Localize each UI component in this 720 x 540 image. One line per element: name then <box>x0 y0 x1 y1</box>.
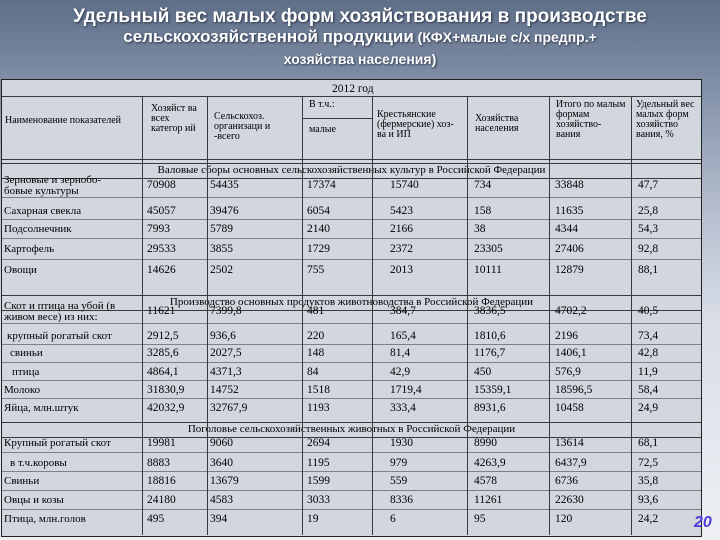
table-cell: 2372 <box>390 243 413 255</box>
header-name: Наименование показателей <box>5 115 122 126</box>
row-divider <box>2 380 701 381</box>
table-cell: 450 <box>474 366 492 378</box>
table-cell: 6 <box>390 513 396 525</box>
table-cell: 88,1 <box>638 264 659 276</box>
table-cell: 8883 <box>147 457 170 469</box>
row-name: Скот и птица на убой (в живом весе) из них: <box>4 300 116 323</box>
table-cell: 12879 <box>555 264 584 276</box>
table-cell: 27406 <box>555 243 584 255</box>
header-year: 2012 год <box>332 83 374 95</box>
table-cell: 2013 <box>390 264 413 276</box>
table-cell: 33848 <box>555 179 584 191</box>
table-cell: 32767,9 <box>210 402 248 414</box>
table-cell: 384,7 <box>390 305 416 317</box>
table-cell: 2912,5 <box>147 330 179 342</box>
table-cell: 8336 <box>390 494 413 506</box>
title-line-1: Удельный вес малых форм хозяйствования в производстве <box>73 6 647 27</box>
row-divider <box>2 259 701 260</box>
table-cell: 7399,8 <box>210 305 242 317</box>
table-cell: 84 <box>307 366 319 378</box>
slide-title <box>0 0 720 72</box>
table-cell: 394 <box>210 513 228 525</box>
row-name: Птица, млн.голов <box>4 513 86 525</box>
section-title: Валовые сборы основных сельскохозяйственных культур в Российской Федерации <box>157 164 546 176</box>
table-cell: 47,7 <box>638 179 659 191</box>
table-cell: 93,6 <box>638 494 659 506</box>
header-households: Хозяйства населения <box>475 113 519 134</box>
row-divider <box>2 219 701 220</box>
table-cell: 6437,9 <box>555 457 587 469</box>
row-divider <box>2 452 701 453</box>
table-cell: 1719,4 <box>390 384 422 396</box>
row-name: Свиньи <box>4 475 40 487</box>
row-name: в т.ч.коровы <box>10 457 67 469</box>
table-cell: 3285,6 <box>147 347 179 359</box>
table-cell: 4578 <box>474 475 497 487</box>
title-line-2-small: (КФХ+малые с/х предпр.+ <box>413 29 597 45</box>
header-all-farms: Хозяйст ва всех категор ий <box>151 103 197 134</box>
row-divider <box>2 509 701 510</box>
column-divider <box>142 97 143 535</box>
table-cell: 24,9 <box>638 402 659 414</box>
table-cell: 13614 <box>555 437 584 449</box>
row-name: Сахарная свекла <box>4 205 82 217</box>
row-name: Зерновые и зернобо- бовые культуры <box>4 174 102 197</box>
table-cell: 6736 <box>555 475 578 487</box>
table-cell: 95 <box>474 513 486 525</box>
table-cell: 17374 <box>307 179 336 191</box>
header-including: В т.ч.: <box>309 99 335 110</box>
header-kfh: Крестьянские (фермерские) хоз-ва и ИП <box>377 109 454 140</box>
data-table <box>1 79 702 537</box>
table-cell: 40,5 <box>638 305 659 317</box>
header-total-small: Итого по малым формам хозяйство- вания <box>556 99 626 140</box>
table-cell: 38 <box>474 223 486 235</box>
table-cell: 2140 <box>307 223 330 235</box>
table-cell: 481 <box>307 305 325 317</box>
table-cell: 73,4 <box>638 330 659 342</box>
row-divider <box>2 471 701 472</box>
row-name: Молоко <box>4 384 41 396</box>
table-cell: 23305 <box>474 243 503 255</box>
table-cell: 70908 <box>147 179 176 191</box>
table-cell: 92,8 <box>638 243 659 255</box>
table-cell: 14752 <box>210 384 239 396</box>
row-name: Крупный рогатый скот <box>4 437 111 449</box>
column-divider <box>549 97 550 535</box>
table-cell: 29533 <box>147 243 176 255</box>
table-cell: 81,4 <box>390 347 411 359</box>
title-line-2 <box>0 27 720 47</box>
table-cell: 2502 <box>210 264 233 276</box>
table-cell: 755 <box>307 264 325 276</box>
table-cell: 42032,9 <box>147 402 185 414</box>
header-divider <box>2 159 701 160</box>
table-cell: 120 <box>555 513 573 525</box>
table-cell: 1599 <box>307 475 330 487</box>
table-cell: 7993 <box>147 223 170 235</box>
row-name: Подсолнечник <box>4 223 72 235</box>
table-cell: 936,6 <box>210 330 236 342</box>
row-divider <box>2 323 701 324</box>
table-cell: 22630 <box>555 494 584 506</box>
header-small: малые <box>309 124 336 135</box>
table-cell: 45057 <box>147 205 176 217</box>
table-cell: 18596,5 <box>555 384 593 396</box>
table-cell: 11,9 <box>638 366 658 378</box>
table-cell: 1195 <box>307 457 330 469</box>
row-name: свиньи <box>10 347 43 359</box>
table-cell: 9060 <box>210 437 233 449</box>
table-cell: 2694 <box>307 437 330 449</box>
table-cell: 1930 <box>390 437 413 449</box>
page-number: 20 <box>694 514 712 531</box>
table-cell: 165,4 <box>390 330 416 342</box>
table-cell: 4583 <box>210 494 233 506</box>
table-cell: 1176,7 <box>474 347 506 359</box>
header-year-divider <box>2 96 701 97</box>
section-title: Поголовье сельскохозяйственных животных в Российской Федерации <box>187 423 516 435</box>
row-name: крупный рогатый скот <box>7 330 112 342</box>
table-cell: 18816 <box>147 475 176 487</box>
table-cell: 54435 <box>210 179 239 191</box>
column-divider <box>631 97 632 535</box>
table-cell: 220 <box>307 330 325 342</box>
title-line-3: хозяйства населения) <box>283 51 437 67</box>
subheader-divider <box>302 118 372 119</box>
row-name: Картофель <box>4 243 55 255</box>
table-cell: 11261 <box>474 494 503 506</box>
table-cell: 24180 <box>147 494 176 506</box>
table-cell: 15359,1 <box>474 384 512 396</box>
row-name: птица <box>12 366 40 378</box>
table-cell: 11621 <box>147 305 176 317</box>
table-cell: 1193 <box>307 402 330 414</box>
table-cell: 35,8 <box>638 475 659 487</box>
row-name: Овцы и козы <box>4 494 64 506</box>
column-divider <box>372 97 373 535</box>
table-cell: 2166 <box>390 223 413 235</box>
table-cell: 4864,1 <box>147 366 179 378</box>
table-cell: 58,4 <box>638 384 659 396</box>
row-name: Яйца, млн.штук <box>4 402 79 414</box>
table-cell: 8931,6 <box>474 402 506 414</box>
table-cell: 333,4 <box>390 402 416 414</box>
table-cell: 495 <box>147 513 165 525</box>
table-cell: 42,8 <box>638 347 659 359</box>
table-cell: 2196 <box>555 330 578 342</box>
table-cell: 11635 <box>555 205 584 217</box>
table-cell: 19981 <box>147 437 176 449</box>
row-divider <box>2 398 701 399</box>
table-cell: 31830,9 <box>147 384 185 396</box>
table-cell: 2027,5 <box>210 347 242 359</box>
table-cell: 14626 <box>147 264 176 276</box>
table-cell: 13679 <box>210 475 239 487</box>
row-divider <box>2 238 701 239</box>
table-cell: 8990 <box>474 437 497 449</box>
table-cell: 979 <box>390 457 408 469</box>
table-cell: 3855 <box>210 243 233 255</box>
table-cell: 3033 <box>307 494 330 506</box>
table-cell: 72,5 <box>638 457 659 469</box>
table-cell: 559 <box>390 475 408 487</box>
table-cell: 148 <box>307 347 325 359</box>
table-cell: 6054 <box>307 205 330 217</box>
table-cell: 734 <box>474 179 492 191</box>
row-divider <box>2 197 701 198</box>
table-cell: 4371,3 <box>210 366 242 378</box>
table-cell: 158 <box>474 205 492 217</box>
header-share: Удельный вес малых форм хозяйство вания, % <box>636 99 695 140</box>
table-cell: 19 <box>307 513 319 525</box>
row-name: Овощи <box>4 264 37 276</box>
table-cell: 42,9 <box>390 366 411 378</box>
column-divider <box>207 97 208 535</box>
table-cell: 4344 <box>555 223 578 235</box>
table-cell: 1729 <box>307 243 330 255</box>
table-cell: 4263,9 <box>474 457 506 469</box>
table-cell: 10458 <box>555 402 584 414</box>
table-cell: 10111 <box>474 264 502 276</box>
table-cell: 3640 <box>210 457 233 469</box>
table-cell: 39476 <box>210 205 239 217</box>
table-cell: 25,8 <box>638 205 659 217</box>
table-cell: 24,2 <box>638 513 659 525</box>
header-agri-org: Сельскохоз. организаци и -всего <box>214 111 271 142</box>
column-divider <box>467 97 468 535</box>
table-cell: 1810,6 <box>474 330 506 342</box>
table-cell: 5423 <box>390 205 413 217</box>
table-cell: 15740 <box>390 179 419 191</box>
table-cell: 576,9 <box>555 366 581 378</box>
row-divider <box>2 362 701 363</box>
row-divider <box>2 490 701 491</box>
column-divider <box>302 97 303 535</box>
section-title: Производство основных продуктов животноводства в Российской Федерации <box>169 296 534 308</box>
table-cell: 1406,1 <box>555 347 587 359</box>
table-cell: 4702,2 <box>555 305 587 317</box>
title-line-2-main: сельскохозяйственной продукции <box>123 27 414 46</box>
table-cell: 3836,5 <box>474 305 506 317</box>
table-cell: 1518 <box>307 384 330 396</box>
table-cell: 54,3 <box>638 223 659 235</box>
row-divider <box>2 344 701 345</box>
table-cell: 68,1 <box>638 437 659 449</box>
table-cell: 5789 <box>210 223 233 235</box>
